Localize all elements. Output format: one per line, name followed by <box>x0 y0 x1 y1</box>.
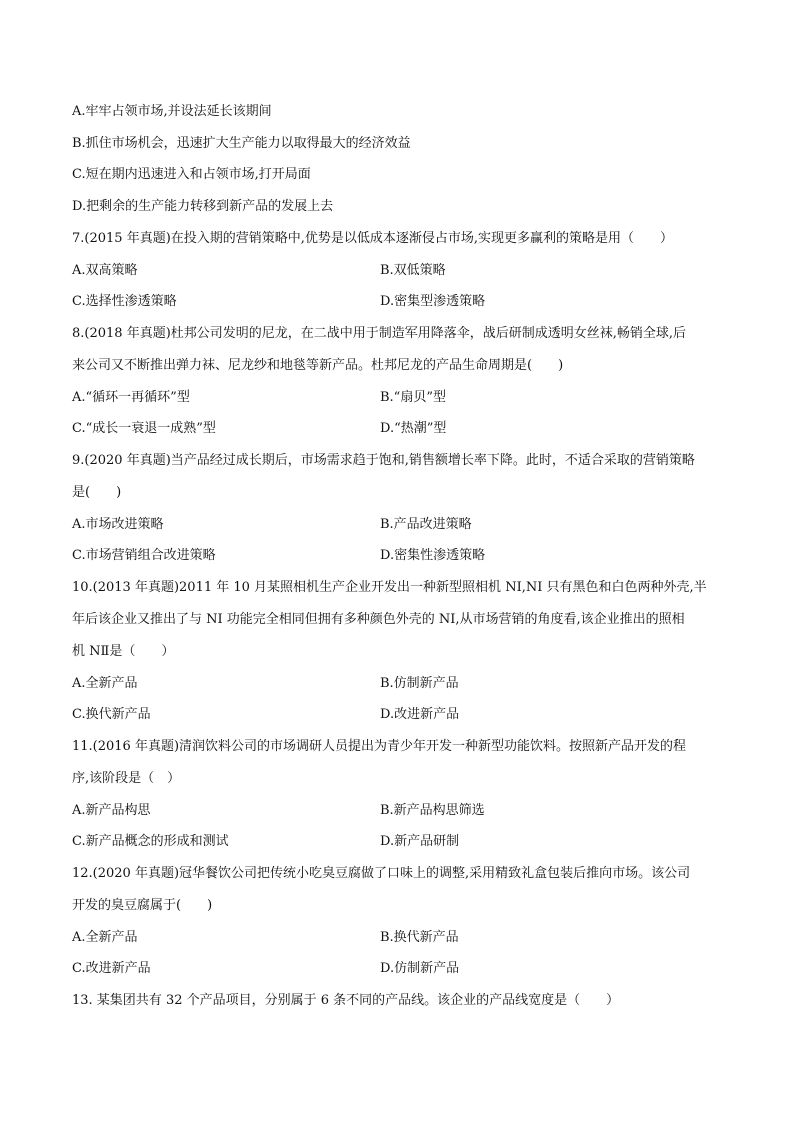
q6-option-b: B.抓住市场机会，迅速扩大生产能力以取得最大的经济效益 <box>72 136 411 151</box>
q12-option-a: A.全新产品 <box>72 930 138 945</box>
q10-stem-line-1: 10.(2013 年真题)2011 年 10 月某照相机生产企业开发出一种新型照相机 NI,NI 只有黑色和白色两种外壳,半 <box>72 580 707 595</box>
q10-option-d: D.改进新产品 <box>380 707 460 722</box>
q8-option-c: C.“成长一衰退一成熟”型 <box>72 421 216 436</box>
q10-option-c: C.换代新产品 <box>72 707 151 722</box>
q8-option-b: B.“扇贝”型 <box>380 390 446 405</box>
q10-option-b: B.仿制新产品 <box>380 676 459 691</box>
q10-stem-line-2: 年后该企业又推出了与 NI 功能完全相同但拥有多种颜色外壳的 NI,从市场营销的角度看,该企业推出的照相 <box>72 612 685 627</box>
q8-stem-line-1: 8.(2018 年真题)杜邦公司发明的尼龙，在二战中用于制造军用降落伞，战后研制成透明女丝袜,畅销全球,后 <box>72 326 687 341</box>
q7-option-b: B.双低策略 <box>380 263 446 278</box>
q10-option-a: A.全新产品 <box>72 676 138 691</box>
q10-stem-line-3: 机 NⅡ是（ ） <box>72 644 175 659</box>
q7-stem-line-1: 7.(2015 年真题)在投入期的营销策略中,优势是以低成本逐渐侵占市场,实现更多赢利的策略是用（ ） <box>72 231 674 246</box>
q7-option-a: A.双高策略 <box>72 263 138 278</box>
q11-option-a: A.新产品构思 <box>72 803 151 818</box>
q6-option-c: C.短在期内迅速进入和占领市场,打开局面 <box>72 167 311 182</box>
q11-option-c: C.新产品概念的形成和测试 <box>72 834 229 849</box>
q12-option-d: D.仿制新产品 <box>380 961 460 976</box>
q11-option-b: B.新产品构思筛选 <box>380 803 485 818</box>
q8-option-a: A.“循环一再循环”型 <box>72 390 190 405</box>
q8-option-d: D.“热潮”型 <box>380 421 447 436</box>
q12-stem-line-1: 12.(2020 年真题)冠华餐饮公司把传统小吃臭豆腐做了口味上的调整,采用精致礼盒包装后推向市场。该公司 <box>72 866 691 881</box>
q11-stem-line-2: 序,该阶段是（ ） <box>72 771 181 786</box>
q9-option-c: C.市场营销组合改进策略 <box>72 548 216 563</box>
q11-option-d: D.新产品研制 <box>380 834 460 849</box>
q13-stem-line-1: 13. 某集团共有 32 个产品项目，分别属于 6 条不同的产品线。该企业的产品线宽度是（ ） <box>72 993 620 1008</box>
q6-option-a: A.牢牢占领市场,并设法延长该期间 <box>72 104 272 119</box>
q9-stem-line-1: 9.(2020 年真题)当产品经过成长期后，市场需求趋于饱和,销售额增长率下降。此时，不适合采取的营销策略 <box>72 453 695 468</box>
q7-option-c: C.选择性渗透策略 <box>72 294 177 309</box>
q8-stem-line-2: 来公司又不断推出弹力袜、尼龙纱和地毯等新产品。杜邦尼龙的产品生命周期是( ) <box>72 358 564 373</box>
q12-option-b: B.换代新产品 <box>380 930 459 945</box>
q9-option-a: A.市场改进策略 <box>72 517 164 532</box>
q12-option-c: C.改进新产品 <box>72 961 151 976</box>
q12-stem-line-2: 开发的臭豆腐属于( ) <box>72 898 213 913</box>
q9-stem-line-2: 是( ) <box>72 485 122 500</box>
q11-stem-line-1: 11.(2016 年真题)清润饮料公司的市场调研人员提出为青少年开发一种新型功能饮料。按照新产品开发的程 <box>72 739 687 754</box>
q6-option-d: D.把剩余的生产能力转移到新产品的发展上去 <box>72 199 334 214</box>
q9-option-b: B.产品改进策略 <box>380 517 472 532</box>
q7-option-d: D.密集型渗透策略 <box>380 294 486 309</box>
q9-option-d: D.密集性渗透策略 <box>380 548 486 563</box>
